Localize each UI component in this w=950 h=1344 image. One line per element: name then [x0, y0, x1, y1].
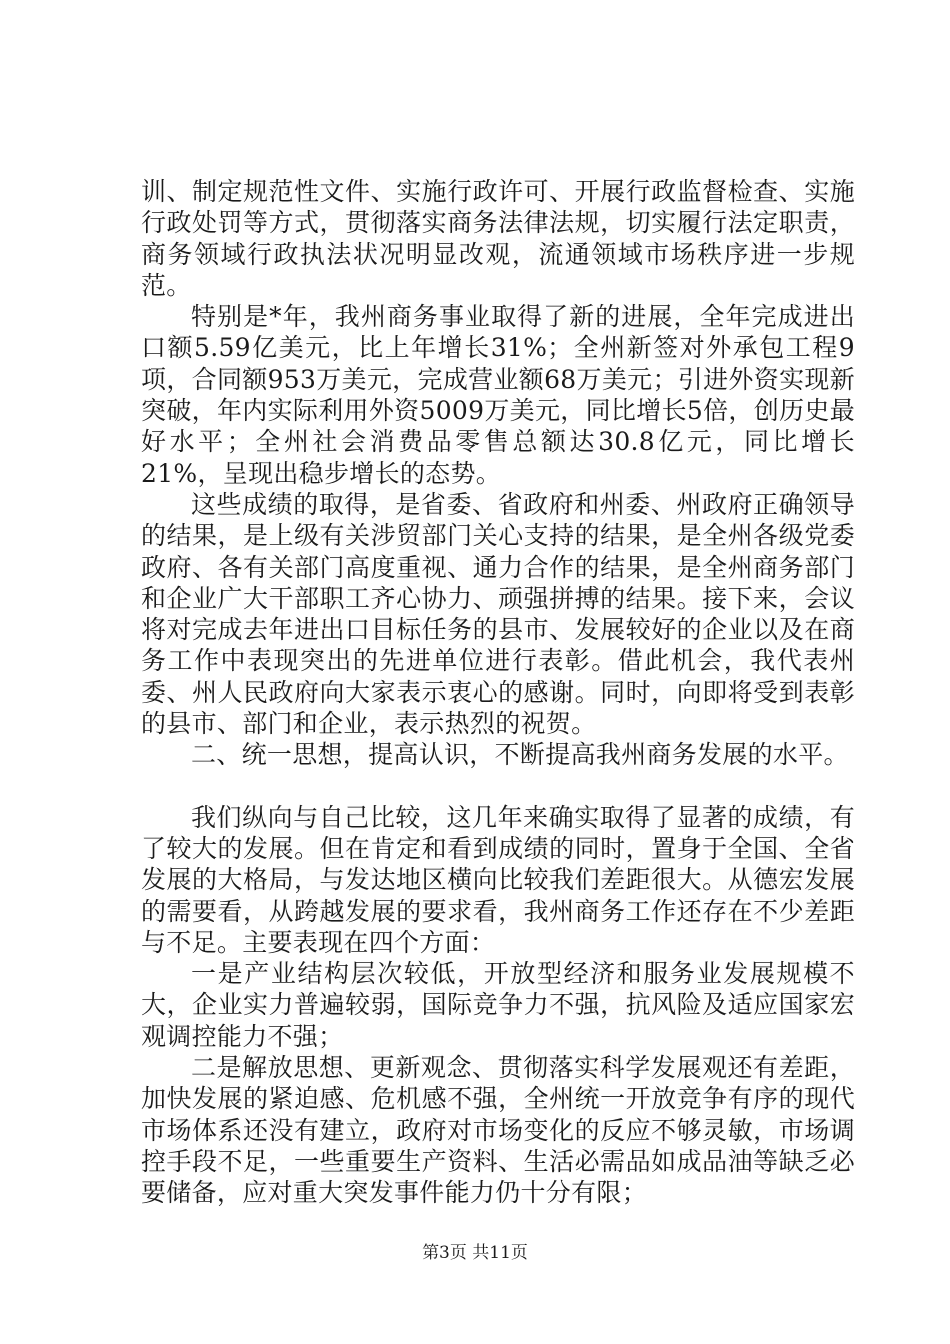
page-number-footer: 第3页 共11页 [422, 1243, 528, 1263]
document-body [141, 176, 855, 1209]
paragraph-1: 训、制定规范性文件、实施行政许可、开展行政监督检查、实施行政处罚等方式，贯彻落实商务法律法规，切实履行法定职责，商务领域行政执法状况明显改观，流通领域市场秩序进一步规范。 [141, 177, 855, 300]
paragraph-2: 特别是*年，我州商务事业取得了新的进展，全年完成进出口额5.59亿美元，比上年增长31%；全州新签对外承包工程9项，合同额953万美元，完成营业额68万美元；引进外资实现新突破，年内实际利用外资5009万美元，同比增长5倍，创历史最好水平；全州社会消费品零售总额达30.8亿元，同比增长21%，呈现出稳步增长的态势。 [141, 302, 855, 488]
paragraph-5: 我们纵向与自己比较，这几年来确实取得了显著的成绩，有了较大的发展。但在肯定和看到成绩的同时，置身于全国、全省发展的大格局，与发达地区横向比较我们差距很大。从德宏发展的需要看，从跨越发展的要求看，我州商务工作还存在不少差距与不足。主要表现在四个方面： [141, 802, 855, 957]
paragraph-6: 一是产业结构层次较低，开放型经济和服务业发展规模不大，企业实力普遍较弱，国际竞争力不强，抗风险及适应国家宏观调控能力不强； [141, 959, 855, 1051]
paragraph-7: 二是解放思想、更新观念、贯彻落实科学发展观还有差距，加快发展的紧迫感、危机感不强，全州统一开放竞争有序的现代市场体系还没有建立，政府对市场变化的反应不够灵敏，市场调控手段不足，一些重要生产资料、生活必需品如成品油等缺乏必要储备，应对重大突发事件能力仍十分有限； [141, 1053, 855, 1208]
paragraph-3: 这些成绩的取得，是省委、省政府和州委、州政府正确领导的结果，是上级有关涉贸部门关心支持的结果，是全州各级党委政府、各有关部门高度重视、通力合作的结果，是全州商务部门和企业广大干部职工齐心协力、顽强拼搏的结果。接下来，会议将对完成去年进出口目标任务的县市、发展较好的企业以及在商务工作中表现突出的先进单位进行表彰。借此机会，我代表州委、州人民政府向大家表示衷心的感谢。同时，向即将受到表彰的县市、部门和企业，表示热烈的祝贺。 [141, 489, 855, 739]
section-heading-2: 二、统一思想，提高认识，不断提高我州商务发展的水平。 [191, 740, 849, 770]
